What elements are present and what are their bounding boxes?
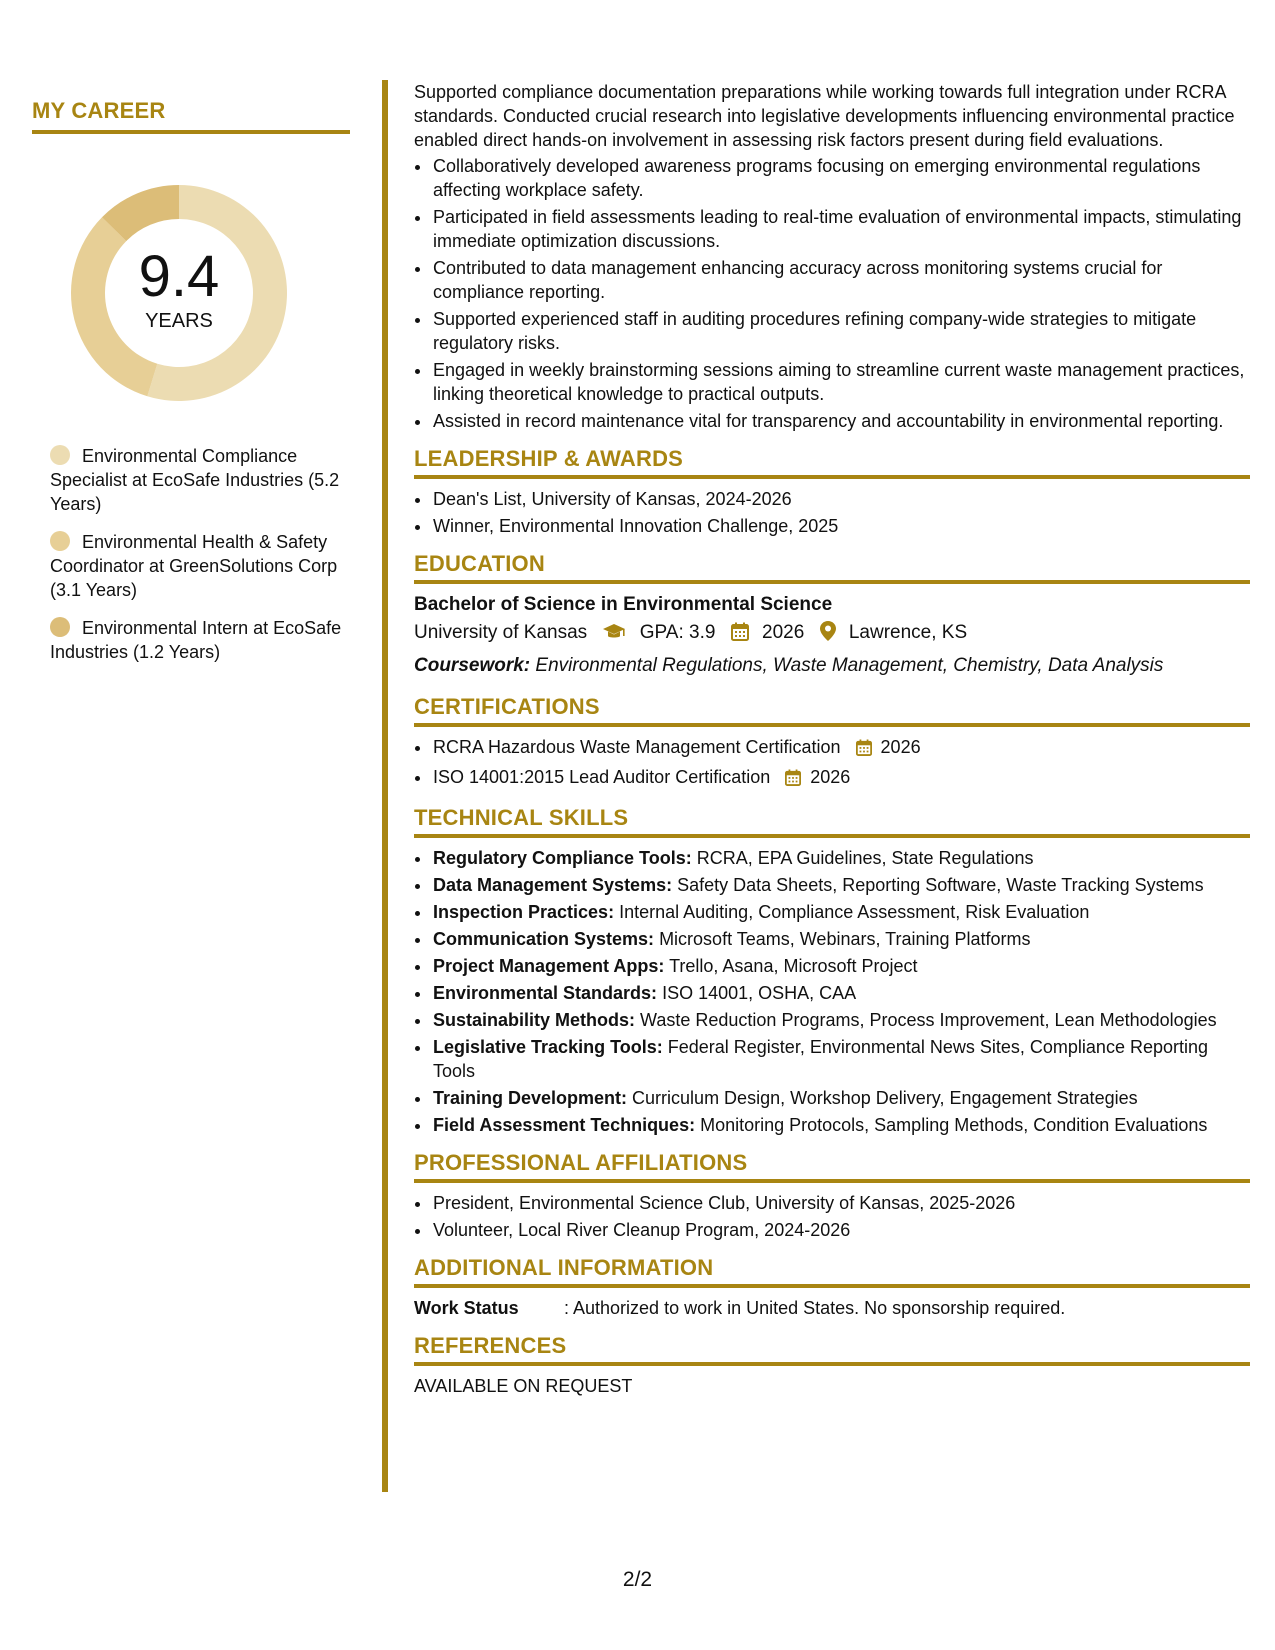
legend-item	[50, 444, 350, 516]
references-section	[414, 1334, 1250, 1398]
location-pin-icon	[820, 621, 836, 651]
additional-section	[414, 1256, 1250, 1320]
skill-value: RCRA, EPA Guidelines, State Regulations	[696, 848, 1034, 868]
leadership-title: LEADERSHIP & AWARDS	[414, 447, 1250, 479]
skill-label: Environmental Standards:	[433, 983, 658, 1003]
career-sidebar	[32, 92, 350, 680]
column-divider	[382, 80, 388, 1492]
certifications-section	[414, 695, 1250, 792]
skill-label: Project Management Apps:	[433, 956, 665, 976]
list-item: • Winner, Environmental Innovation Challenge, 2025	[432, 514, 1250, 538]
references-text: AVAILABLE ON REQUEST	[414, 1376, 633, 1396]
work-status-label: Work Status	[414, 1298, 519, 1318]
legend-item	[50, 530, 350, 602]
calendar-icon	[731, 621, 749, 651]
list-item: • Dean's List, University of Kansas, 2024-2026	[432, 487, 1250, 511]
references-title: REFERENCES	[414, 1334, 1250, 1366]
list-item: • Participated in field assessments leading to real-time evaluation of environmental impacts, stimulating immediate optimization discussions.	[432, 205, 1250, 253]
leadership-list	[414, 487, 1250, 538]
legend-label: Environmental Compliance Specialist at EcoSafe Industries (5.2 Years)	[50, 446, 340, 514]
skill-label: Legislative Tracking Tools:	[433, 1037, 663, 1057]
list-item: • Contributed to data management enhancing accuracy across monitoring systems crucial for compliance reporting.	[432, 256, 1250, 304]
skill-label: Inspection Practices:	[433, 902, 615, 922]
donut-center	[64, 178, 294, 408]
skill-value: Internal Auditing, Compliance Assessment, Risk Evaluation	[619, 902, 1090, 922]
list-item	[432, 765, 1250, 792]
experience-bullets	[414, 154, 1250, 433]
legend-dot	[50, 445, 70, 465]
list-item	[432, 1008, 1250, 1032]
certification-name: ISO 14001:2015 Lead Auditor Certification	[433, 767, 771, 787]
education-section	[414, 552, 1250, 681]
list-item: • Engaged in weekly brainstorming sessions aiming to streamline current waste management practices, linking theoretical knowledge to practical outputs.	[432, 358, 1250, 406]
skill-label: Training Development:	[433, 1088, 628, 1108]
work-status-value: : Authorized to work in United States. No sponsorship required.	[564, 1298, 1066, 1318]
affiliations-list	[414, 1191, 1250, 1242]
list-item	[432, 981, 1250, 1005]
certification-year: 2026	[880, 737, 921, 757]
skills-section	[414, 806, 1250, 1137]
education-details	[414, 618, 1250, 651]
location: Lawrence, KS	[848, 622, 968, 643]
skill-value: Curriculum Design, Workshop Delivery, Engagement Strategies	[632, 1088, 1138, 1108]
legend-dot	[50, 617, 70, 637]
career-legend	[32, 444, 350, 664]
list-item	[432, 846, 1250, 870]
education-title: EDUCATION	[414, 552, 1250, 584]
list-item	[432, 954, 1250, 978]
degree-title: Bachelor of Science in Environmental Science	[414, 594, 833, 615]
graduation-year: 2026	[762, 622, 805, 643]
career-title: MY CAREER	[32, 92, 350, 134]
leadership-section	[414, 447, 1250, 538]
main-content	[414, 80, 1250, 1398]
coursework-value: Environmental Regulations, Waste Management, Chemistry, Data Analysis	[535, 655, 1164, 676]
skill-value: ISO 14001, OSHA, CAA	[662, 983, 857, 1003]
coursework	[414, 651, 1250, 681]
legend-label: Environmental Intern at EcoSafe Industries (1.2 Years)	[50, 618, 342, 662]
certifications-list	[414, 735, 1250, 792]
list-item: • Assisted in record maintenance vital for transparency and accountability in environmental reporting.	[432, 409, 1250, 433]
legend-item	[50, 616, 350, 664]
graduation-cap-icon	[602, 621, 626, 651]
skill-label: Communication Systems:	[433, 929, 655, 949]
calendar-icon	[856, 738, 872, 762]
skill-value: Trello, Asana, Microsoft Project	[669, 956, 918, 976]
school-name: University of Kansas	[414, 622, 588, 643]
list-item	[432, 873, 1250, 897]
page-number: 2/2	[622, 1568, 653, 1591]
skills-title: TECHNICAL SKILLS	[414, 806, 1250, 838]
list-item: • Collaboratively developed awareness programs focusing on emerging environmental regulations affecting workplace safety.	[432, 154, 1250, 202]
skill-value: Waste Reduction Programs, Process Improvement, Lean Methodologies	[640, 1010, 1217, 1030]
career-donut-chart	[64, 178, 294, 408]
skill-value: Microsoft Teams, Webinars, Training Platforms	[659, 929, 1031, 949]
list-item	[432, 1035, 1250, 1083]
list-item	[432, 1086, 1250, 1110]
skill-label: Regulatory Compliance Tools:	[433, 848, 692, 868]
certification-name: RCRA Hazardous Waste Management Certification	[433, 737, 841, 757]
coursework-label: Coursework:	[414, 655, 531, 676]
legend-label: Environmental Health & Safety Coordinator at GreenSolutions Corp (3.1 Years)	[50, 532, 338, 600]
list-item	[432, 1113, 1250, 1137]
legend-dot	[50, 531, 70, 551]
total-years-value: 9.4	[138, 243, 220, 309]
skill-label: Field Assessment Techniques:	[433, 1115, 696, 1135]
list-item	[432, 927, 1250, 951]
total-years-unit: YEARS	[145, 309, 213, 332]
list-item	[432, 900, 1250, 924]
gpa: GPA: 3.9	[639, 622, 716, 643]
list-item: • President, Environmental Science Club, University of Kansas, 2025-2026	[432, 1191, 1250, 1215]
skill-value: Safety Data Sheets, Reporting Software, Waste Tracking Systems	[677, 875, 1204, 895]
certification-year: 2026	[810, 767, 851, 787]
calendar-icon	[785, 768, 801, 792]
experience-intro: Supported compliance documentation preparations while working towards full integration under RCRA standards. Conducted crucial research into legislative developments influencing environmental practice enabled direct hands-on involvement in assessing risk factors present during field evaluations.	[414, 82, 1235, 150]
skills-list	[414, 846, 1250, 1137]
skill-label: Data Management Systems:	[433, 875, 673, 895]
work-status-row	[414, 1296, 1250, 1320]
skill-label: Sustainability Methods:	[433, 1010, 636, 1030]
experience-section	[414, 80, 1250, 433]
skill-value: Monitoring Protocols, Sampling Methods, Condition Evaluations	[700, 1115, 1208, 1135]
list-item: • Volunteer, Local River Cleanup Program, 2024-2026	[432, 1218, 1250, 1242]
affiliations-section	[414, 1151, 1250, 1242]
certifications-title: CERTIFICATIONS	[414, 695, 1250, 727]
additional-title: ADDITIONAL INFORMATION	[414, 1256, 1250, 1288]
skill-value: Federal Register, Environmental News Sites, Compliance Reporting Tools	[433, 1037, 1208, 1081]
list-item	[432, 735, 1250, 762]
affiliations-title: PROFESSIONAL AFFILIATIONS	[414, 1151, 1250, 1183]
list-item: • Supported experienced staff in auditing procedures refining company-wide strategies to mitigate regulatory risks.	[432, 307, 1250, 355]
